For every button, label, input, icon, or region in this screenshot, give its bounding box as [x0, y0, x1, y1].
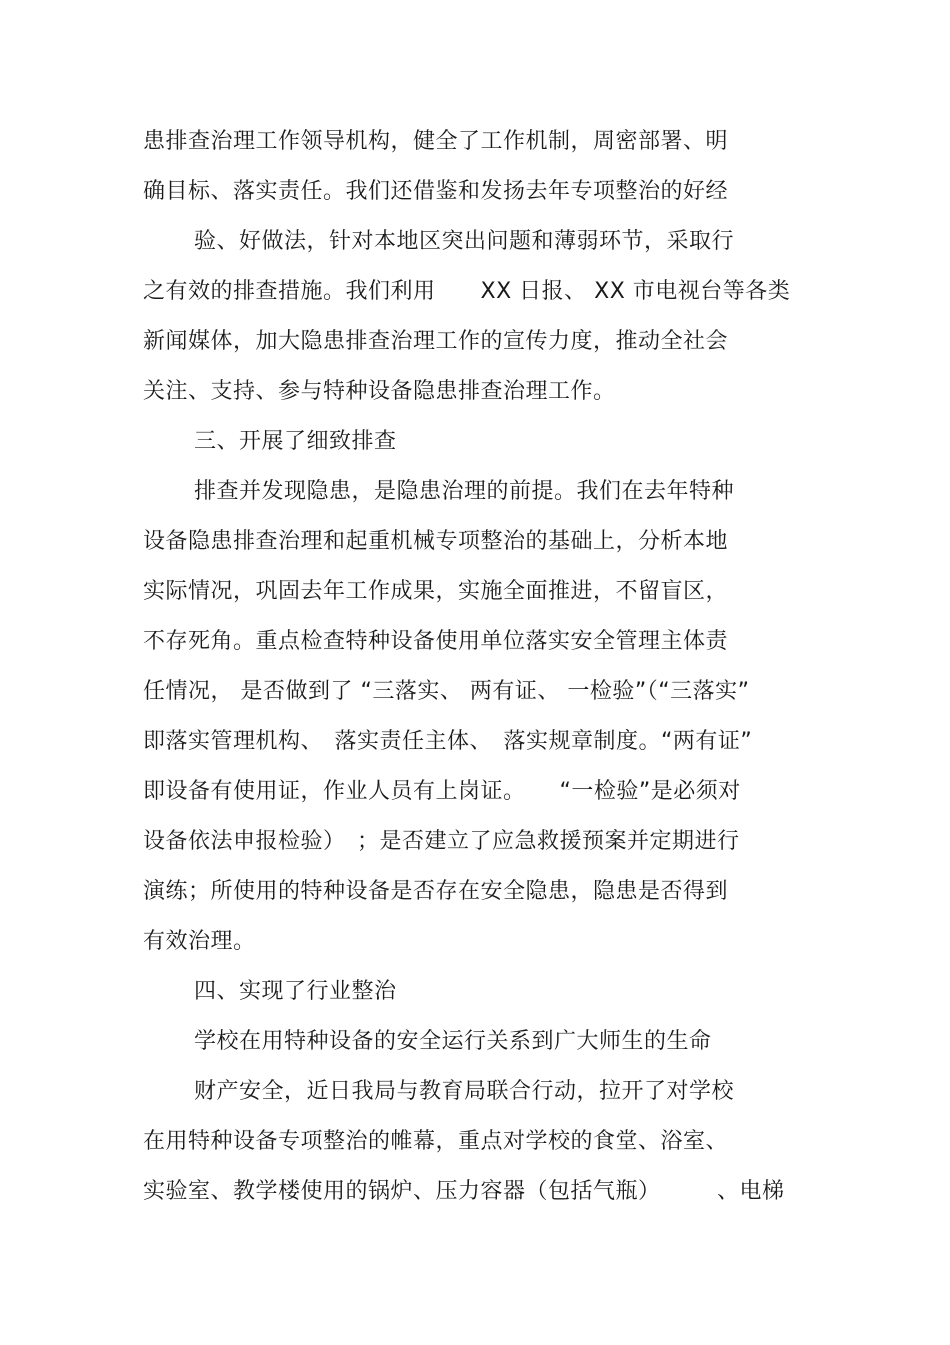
text-line: 即设备有使用证，作业人员有上岗证。 “一检验”是必须对	[143, 779, 741, 804]
text-line: 设备依法申报检验） ；是否建立了应急救援预案并定期进行	[143, 829, 740, 854]
text-line: 有效治理。	[143, 929, 256, 954]
text-line: 演练；所使用的特种设备是否存在安全隐患，隐患是否得到	[143, 879, 729, 904]
text-line: 实际情况，巩固去年工作成果，实施全面推进，不留盲区，	[143, 579, 729, 604]
text-line: 学校在用特种设备的安全运行关系到广大师生的生命	[194, 1029, 712, 1054]
text-line: 确目标、落实责任。我们还借鉴和发扬去年专项整治的好经	[143, 179, 729, 204]
text-line: 排查并发现隐患，是隐患治理的前提。我们在去年特种	[194, 479, 735, 504]
text-line: 患排查治理工作领导机构，健全了工作机制，周密部署、明	[143, 129, 729, 154]
text-line: 之有效的排查措施。我们利用 XX 日报、 XX 市电视台等各类	[143, 279, 791, 304]
text-line: 财产安全，近日我局与教育局联合行动，拉开了对学校	[194, 1079, 735, 1104]
text-line: 关注、支持、参与特种设备隐患排查治理工作。	[143, 379, 616, 404]
text-line: 设备隐患排查治理和起重机械专项整治的基础上，分析本地	[143, 529, 729, 554]
text-line: 任情况， 是否做到了 “三落实、 两有证、 一检验”（“三落实”	[143, 679, 750, 704]
text-line: 新闻媒体，加大隐患排查治理工作的宣传力度，推动全社会	[143, 329, 729, 354]
text-line: 在用特种设备专项整治的帷幕，重点对学校的食堂、浴室、	[143, 1129, 729, 1154]
section-heading: 四、实现了行业整治	[194, 979, 397, 1004]
text-line: 实验室、教学楼使用的锅炉、压力容器（包括气瓶） 、电梯	[143, 1179, 785, 1204]
text-line: 验、好做法，针对本地区突出问题和薄弱环节，采取行	[194, 229, 735, 254]
text-line: 不存死角。重点检查特种设备使用单位落实安全管理主体责	[143, 629, 729, 654]
text-line: 即落实管理机构、 落实责任主体、 落实规章制度。“两有证”	[143, 729, 753, 754]
section-heading: 三、开展了细致排查	[194, 429, 397, 454]
